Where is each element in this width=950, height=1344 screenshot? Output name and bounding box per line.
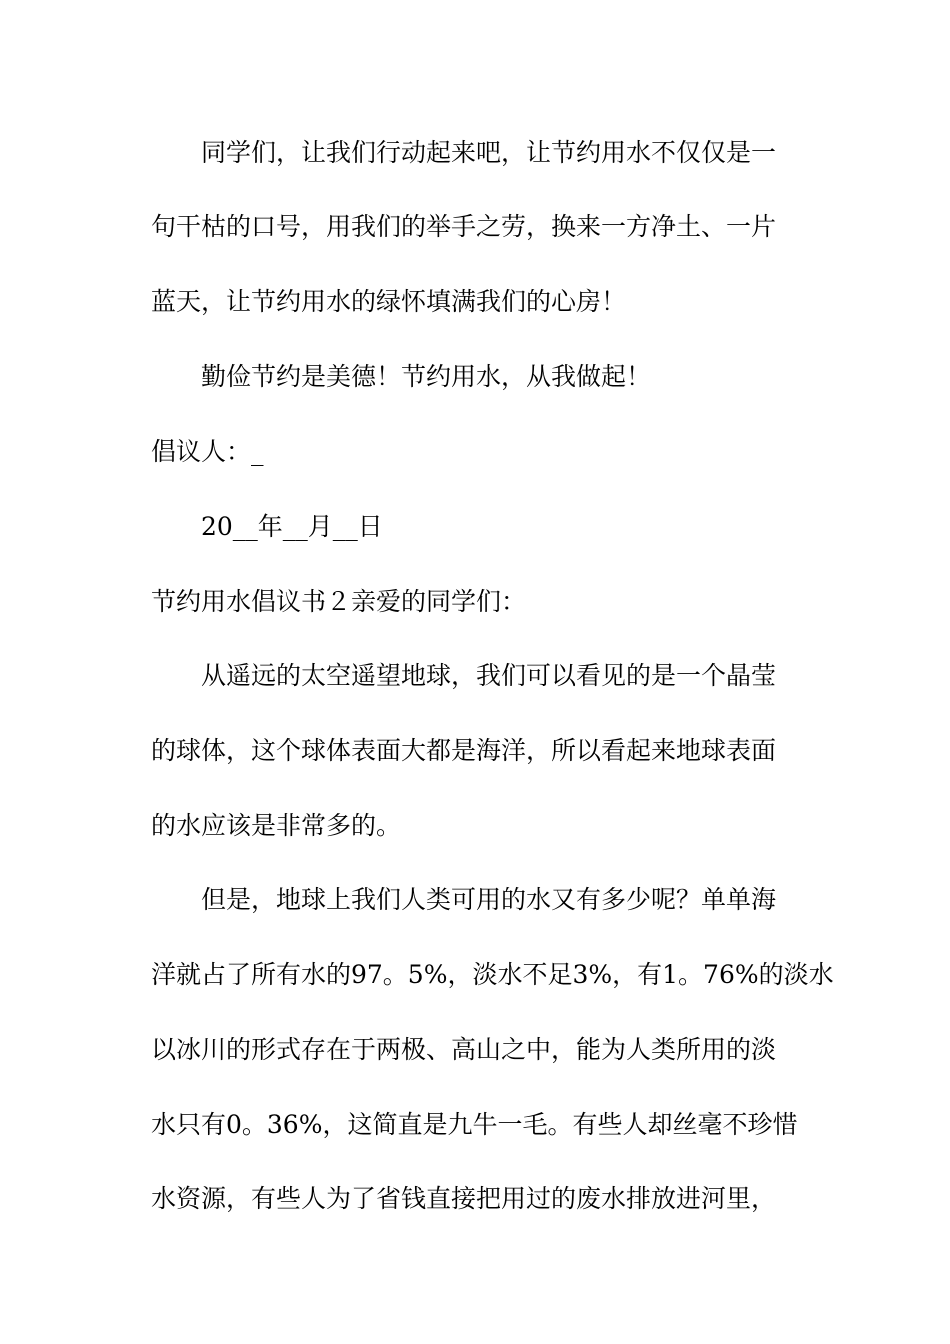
proposer-line: 倡议人：_: [151, 437, 264, 466]
paragraph-line: 以冰川的形式存在于两极、高山之中，能为人类所用的淡: [151, 1035, 777, 1064]
paragraph-line: 水只有0。36%，这简直是九牛一毛。有些人却丝毫不珍惜: [151, 1110, 798, 1139]
paragraph-line: 但是，地球上我们人类可用的水又有多少呢？单单海: [201, 885, 777, 914]
paragraph-line: 水资源，有些人为了省钱直接把用过的废水排放进河里，: [151, 1184, 777, 1213]
paragraph-line: 的球体，这个球体表面大都是海洋，所以看起来地球表面: [151, 736, 777, 765]
paragraph-line: 勤俭节约是美德！节约用水，从我做起！: [201, 362, 652, 391]
paragraph-line: 洋就占了所有水的97。5%，淡水不足3%，有1。76%的淡水: [151, 960, 834, 989]
section-title: 节约用水倡议书２亲爱的同学们：: [151, 587, 527, 616]
paragraph-line: 句干枯的口号，用我们的举手之劳，换来一方净土、一片: [151, 212, 777, 241]
paragraph-line: 同学们，让我们行动起来吧，让节约用水不仅仅是一: [201, 138, 777, 167]
paragraph-line: 蓝天，让节约用水的绿怀填满我们的心房！: [151, 287, 627, 316]
date-line: 20__年__月__日: [201, 512, 383, 541]
paragraph-line: 从遥远的太空遥望地球，我们可以看见的是一个晶莹: [201, 661, 777, 690]
paragraph-line: 的水应该是非常多的。: [151, 811, 402, 840]
